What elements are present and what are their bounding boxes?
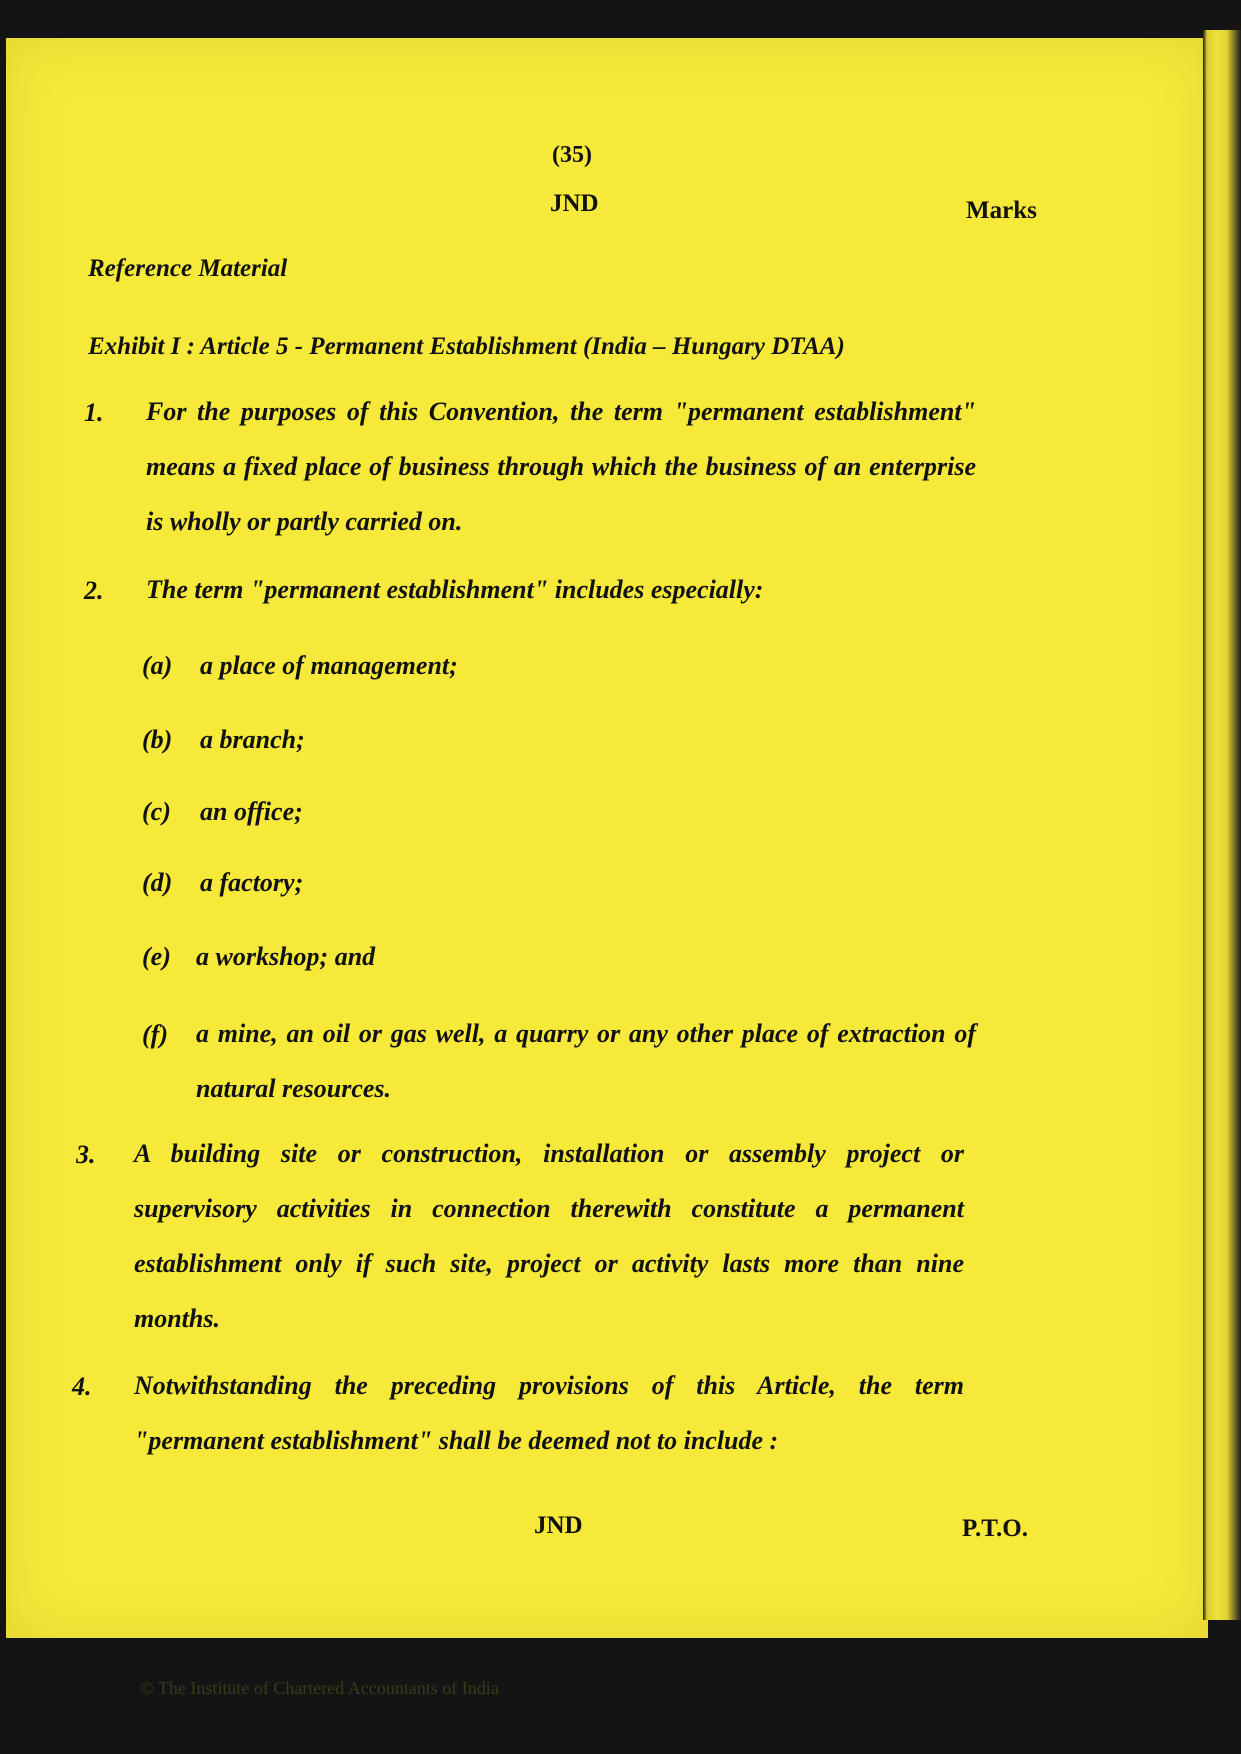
subitem-label: (b): [142, 725, 173, 754]
page-edge-stack: [1203, 30, 1241, 1620]
subitem-label: (e): [142, 942, 171, 971]
subitem-text: a branch;: [200, 725, 305, 754]
item-number: 1.: [84, 398, 104, 427]
pto-label: P.T.O.: [962, 1515, 1028, 1542]
subitem-label: (c): [142, 797, 171, 826]
page-number: (35): [552, 142, 592, 168]
subitem-text: a mine, an oil or gas well, a quarry or any other place of extraction of natural resources.: [196, 1019, 976, 1103]
item-text: Notwithstanding the preceding provisions of this Article, the term "permanent establishment" shall be deemed not to include :: [134, 1371, 964, 1455]
subitem-text: a place of management;: [200, 651, 458, 680]
exhibit-title: Exhibit I : Article 5 - Permanent Establishment (India – Hungary DTAA): [88, 333, 845, 360]
footer-paper-code: JND: [534, 1512, 583, 1539]
subitem-label: (a): [142, 651, 173, 680]
item-text: A building site or construction, installation or assembly project or supervisory activities in connection therewith constitute a permanent establishment only if such site, project or activity lasts more than nine months.: [134, 1139, 964, 1333]
paper-code: JND: [550, 190, 599, 217]
subitem-label: (d): [142, 868, 173, 897]
subitem-text: a workshop; and: [196, 942, 376, 971]
copyright-notice: © The Institute of Chartered Accountants of India: [140, 1678, 499, 1698]
reference-heading: Reference Material: [88, 255, 288, 282]
item-number: 2.: [84, 576, 104, 605]
subitem-label: (f): [142, 1020, 168, 1049]
marks-label: Marks: [966, 197, 1037, 224]
item-number: 3.: [76, 1140, 96, 1169]
subitem-text: a factory;: [200, 868, 304, 897]
item-number: 4.: [72, 1372, 92, 1401]
subitem-text: an office;: [200, 797, 303, 826]
item-text: The term "permanent establishment" includes especially:: [146, 575, 764, 604]
item-text: For the purposes of this Convention, the term "permanent establishment" means a fixed place of business through which the business of an enterprise is wholly or partly carried on.: [146, 397, 976, 536]
